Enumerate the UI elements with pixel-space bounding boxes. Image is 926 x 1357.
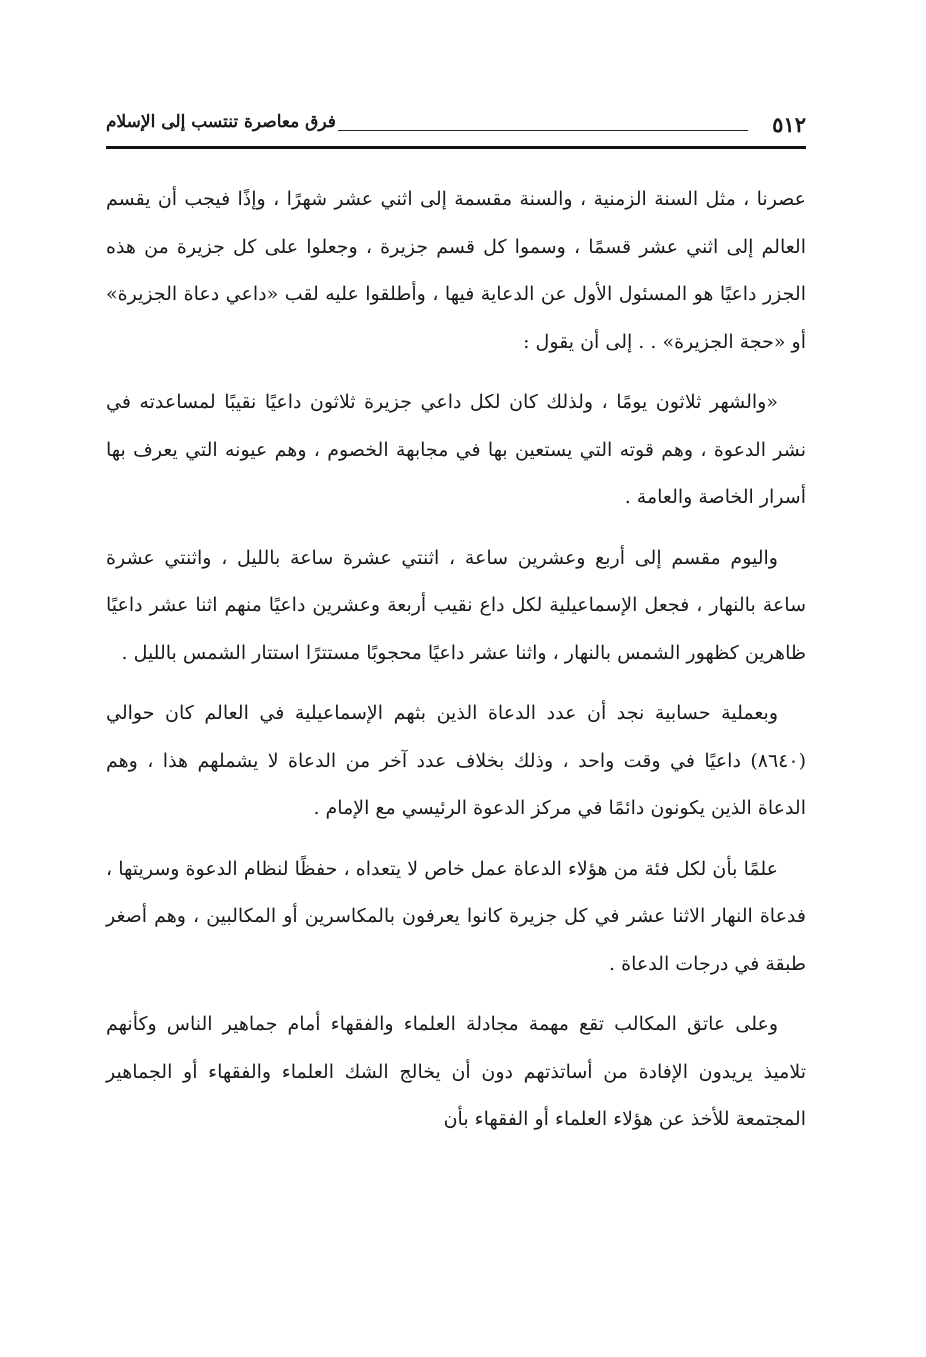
book-title: فرق معاصرة تنتسب إلى الإسلام: [106, 112, 336, 132]
header-rule: [338, 130, 748, 131]
paragraph-5: علمًا بأن لكل فئة من هؤلاء الدعاة عمل خاص لا يتعداه ، حفظًا لنظام الدعوة وسريتها ، فدعاة النهار الاثنا عشر في كل جزيرة كانوا يعرفون بالمكاسرين أو المكالبين ، وهم أصغر طبقة في درجات الدعاة .: [106, 857, 806, 975]
header-underline: [106, 146, 806, 149]
paragraph-1: عصرنا ، مثل السنة الزمنية ، والسنة مقسمة إلى اثني عشر شهرًا ، وإذًا فيجب أن يقسم العالم إلى اثني عشر قسمًا ، وسموا كل قسم جزيرة ، وجعلوا على كل جزيرة من هذه الجزر داعيًا هو المسئول الأول عن الدعاية فيها ، وأطلقوا عليه لقب «داعي دعاة الجزيرة» أو «حجة الجزيرة» . . إلى أن يقول :: [106, 188, 806, 353]
page-body: [106, 176, 806, 1157]
paragraph-6: وعلى عاتق المكالب تقع مهمة مجادلة العلماء والفقهاء أمام جماهير الناس وكأنهم تلاميذ يريدون الإفادة من أساتذتهم دون أن يخالج الشك العلماء والفقهاء أو الجماهير المجتمعة للأخذ عن هؤلاء العلماء أو الفقهاء بأن: [106, 1013, 806, 1130]
paragraph-3: واليوم مقسم إلى أربع وعشرين ساعة ، اثنتي عشرة ساعة بالليل ، واثنتي عشرة ساعة بالنهار ، فجعل الإسماعيلية لكل داع نقيب أربعة وعشرين داعيًا منهم اثنا عشر داعيًا ظاهرين كظهور الشمس بالنهار ، واثنا عشر داعيًا محجوبًا مستترًا استتار الشمس بالليل .: [106, 546, 806, 664]
paragraph-2: «والشهر ثلاثون يومًا ، ولذلك كان لكل داعي جزيرة ثلاثون داعيًا نقيبًا لمساعدته في نشر الدعوة ، وهم قوته التي يستعين بها في مجابهة الخصوم ، وهم عيونه التي يعرف بها أسرار الخاصة والعامة .: [106, 391, 806, 508]
paragraph-4: وبعملية حسابية نجد أن عدد الدعاة الذين بثهم الإسماعيلية في العالم كان حوالي (٨٦٤٠) داعيًا في وقت واحد ، وذلك بخلاف عدد آخر من الدعاة لا يشملهم هذا ، وهم الدعاة الذين يكونون دائمًا في مركز الدعوة الرئيسي مع الإمام .: [106, 702, 806, 819]
running-header: [106, 104, 806, 148]
page-number: ٥١٢: [772, 112, 806, 137]
